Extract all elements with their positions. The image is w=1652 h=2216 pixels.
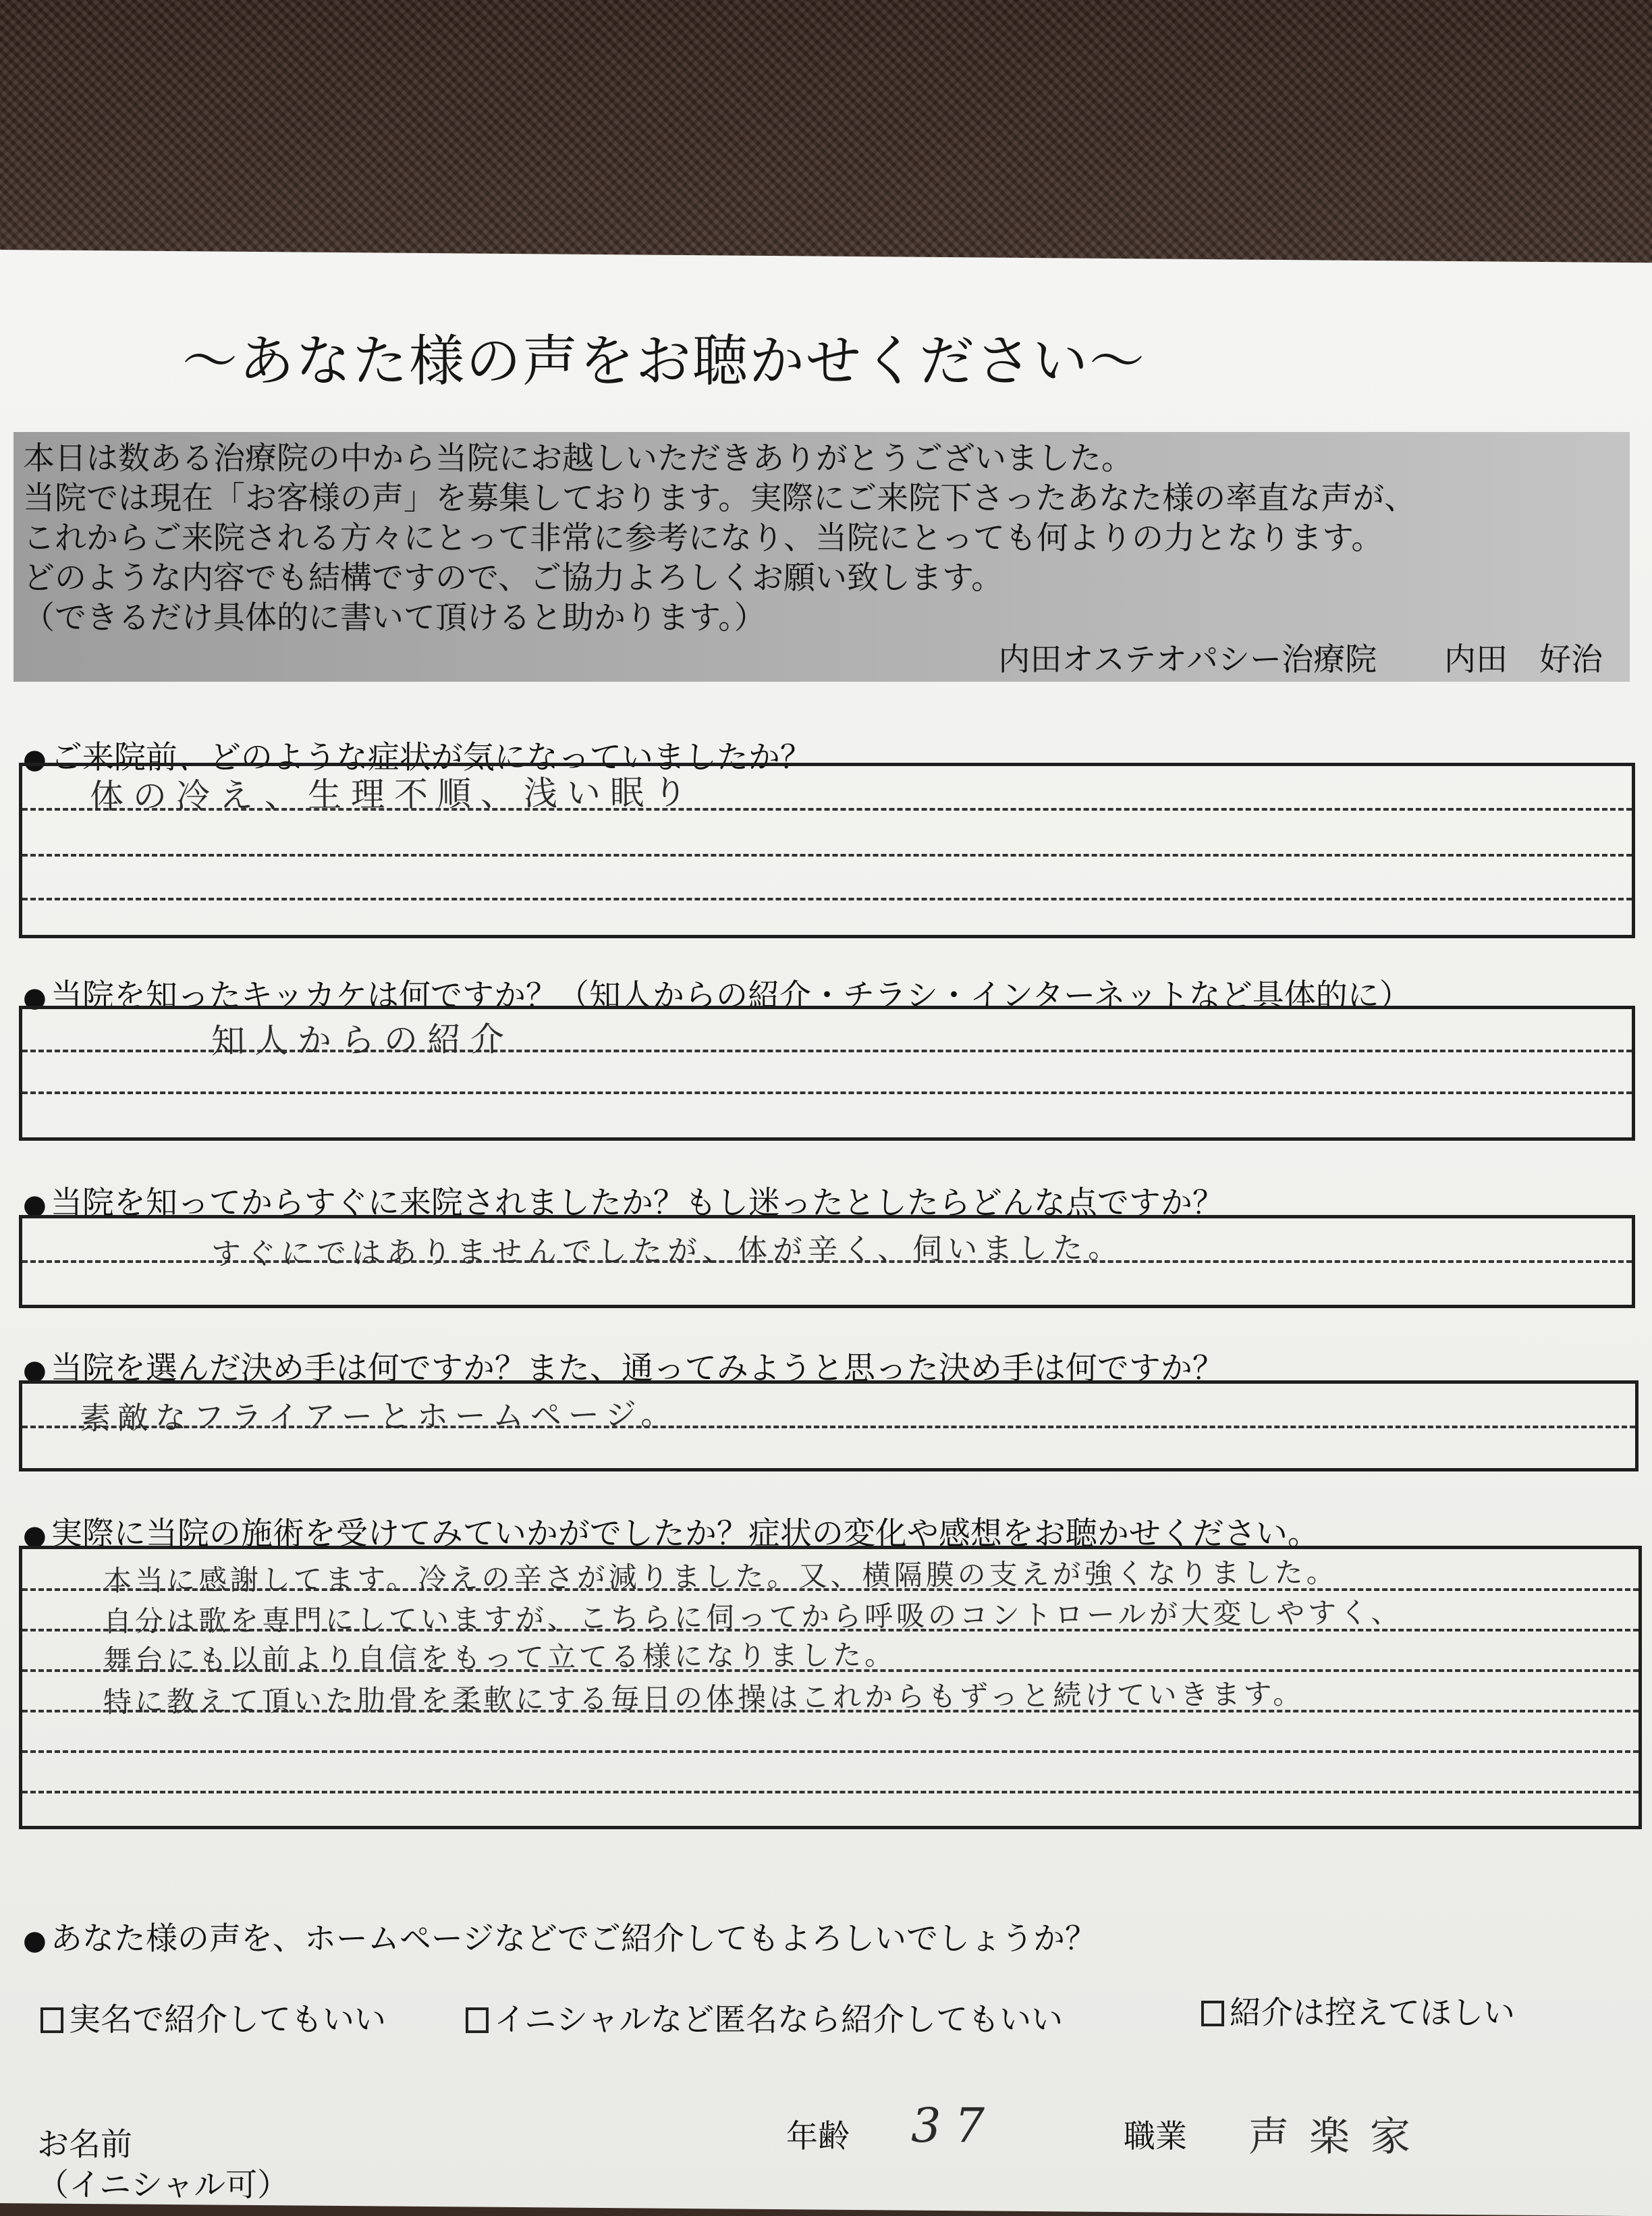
- handwritten-answer: 本当に感謝してます。冷えの辛さが減りました。又、横隔膜の支えが強くなりました。: [103, 1555, 1338, 1598]
- consent-option-decline[interactable]: [1201, 1988, 1515, 2033]
- name-note: （イニシャル可）: [37, 2167, 290, 2204]
- intro-panel: [13, 432, 1630, 682]
- intro-line: これからご来院される方々にとって非常に参考になり、当院にとっても何よりの力となります。: [23, 520, 1383, 557]
- bullet-icon: ●: [23, 982, 47, 1013]
- carpet-background: [0, 0, 1652, 270]
- question-text: 当院を知ってからすぐに来院されましたか？もし迷ったとしたらどんな点ですか？: [50, 1185, 1224, 1222]
- job-value: 声楽家: [1248, 2113, 1431, 2161]
- answer-box-4[interactable]: [19, 1380, 1639, 1471]
- checkbox-icon[interactable]: [1201, 2001, 1224, 2026]
- bullet-icon: ●: [23, 1189, 47, 1220]
- dashed-rule: [22, 1750, 1639, 1753]
- bullet-icon: ●: [23, 744, 47, 775]
- doctor-name: 内田 好治: [1444, 641, 1603, 678]
- job-label: 職業: [1124, 2118, 1187, 2155]
- consent-question: [23, 1914, 1097, 1959]
- clinic-name: 内田オステオパシー治療院: [998, 641, 1377, 678]
- bullet-icon: ●: [23, 1355, 47, 1386]
- consent-option-anonymous[interactable]: [466, 1995, 1063, 2040]
- page-title: ～あなた様の声をお聴かせください～: [182, 329, 1147, 394]
- checkbox-icon[interactable]: [40, 2007, 63, 2033]
- option-label: 実名で紹介してもいい: [69, 2001, 386, 2038]
- age-value: 37: [911, 2098, 999, 2153]
- dashed-rule: [22, 1091, 1632, 1094]
- answer-box-5[interactable]: [19, 1546, 1642, 1829]
- question-text: 当院を選んだ決め手は何ですか？また、通ってみようと思った決め手は何ですか？: [50, 1350, 1224, 1387]
- question-text: 当院を知ったキッカケは何ですか？（知人からの紹介・チラシ・インターネットなど具体的に）: [50, 977, 1411, 1015]
- handwritten-answer: すぐにではありませんでしたが、体が辛く、伺いました。: [211, 1231, 1124, 1272]
- checkbox-icon[interactable]: [466, 2007, 489, 2033]
- dashed-rule: [22, 1791, 1639, 1793]
- answer-box-2[interactable]: [19, 1006, 1635, 1141]
- bullet-icon: ●: [23, 1520, 47, 1551]
- question-text: 実際に当院の施術を受けてみていかがでしたか？症状の変化や感想をお聴かせください。: [50, 1515, 1319, 1552]
- handwritten-answer: 知人からの紹介: [211, 1019, 514, 1061]
- intro-line: （できるだけ具体的に書いて頂けると助かります。）: [23, 599, 766, 637]
- signature: [998, 634, 1603, 680]
- intro-line: どのような内容でも結構ですので、ご協力よろしくお願い致します。: [23, 560, 1003, 597]
- dashed-rule: [22, 898, 1632, 900]
- consent-option-real-name[interactable]: [40, 1995, 386, 2040]
- option-label: 紹介は控えてほしい: [1230, 1995, 1515, 2032]
- handwritten-answer: 自分は歌を専門にしていますが、こちらに伺ってから呼吸のコントロールが大変しやすく、: [103, 1596, 1403, 1638]
- question-text: ご来院前、どのような症状が気になっていましたか？: [50, 739, 812, 776]
- bullet-icon: ●: [23, 1925, 47, 1956]
- intro-line: 当院では現在「お客様の声」を募集しております。実際にご来院下さったあなた様の率直な声が、: [23, 480, 1416, 517]
- age-label: 年齢: [786, 2118, 850, 2155]
- handwritten-answer: 体の冷え、生理不順、浅い眠り: [89, 772, 697, 817]
- handwritten-answer: 舞台にも以前より自信をもって立てる様になりました。: [103, 1638, 897, 1677]
- answer-box-1[interactable]: [19, 763, 1635, 938]
- option-label: イニシャルなど匿名なら紹介してもいい: [494, 2001, 1064, 2038]
- intro-line: 本日は数ある治療院の中から当院にお越しいただきありがとうございました。: [23, 440, 1133, 477]
- name-label: お名前: [37, 2126, 132, 2163]
- dashed-rule: [22, 854, 1632, 857]
- handwritten-answer: 特に教えて頂いた肋骨を柔軟にする毎日の体操はこれからもずっと続けていきます。: [103, 1677, 1305, 1719]
- handwritten-answer: 素敵なフライアーとホームページ。: [79, 1395, 679, 1437]
- answer-box-3[interactable]: [19, 1215, 1635, 1308]
- question-text: あなた様の声を、ホームページなどでご紹介してもよろしいでしょうか？: [50, 1920, 1097, 1957]
